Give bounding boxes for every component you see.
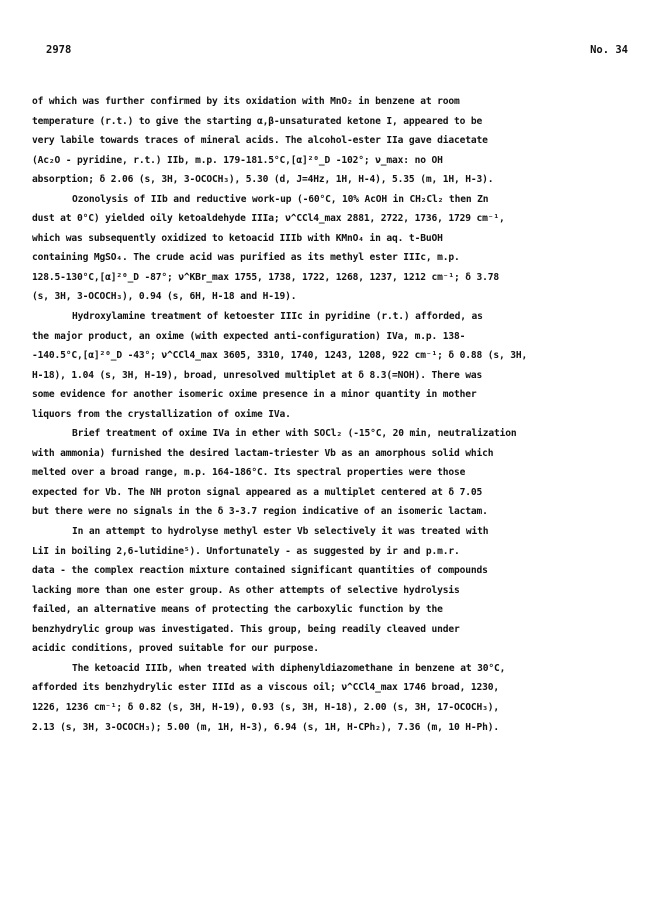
text-line: acidic conditions, proved suitable for our purpose. — [32, 643, 319, 655]
text-line: of which was further confirmed by its oxidation with MnO₂ in benzene at room — [32, 96, 460, 107]
text-line: dust at 0°C) yielded oily ketoaldehyde IIIa; ν^CCl4_max 2881, 2722, 1736, 1729 cm⁻¹, — [32, 213, 505, 225]
text-line: but there were no signals in the δ 3-3.7 region indicative of an isomeric lactam. — [32, 506, 488, 518]
text-line: The ketoacid IIIb, when treated with diphenyldiazomethane in benzene at 30°C, — [72, 662, 506, 674]
page-number: 2978 — [46, 44, 72, 56]
text-line: (Ac₂O - pyridine, r.t.) IIb, m.p. 179-181.5°C,[α]²⁰_D -102°; ν_max: no OH — [32, 154, 443, 166]
text-line: -140.5°C,[α]²⁰_D -43°; ν^CCl4_max 3605, 3310, 1740, 1243, 1208, 922 cm⁻¹; δ 0.88 (s, 3H, — [32, 350, 528, 362]
text-line: containing MgSO₄. The crude acid was purified as its methyl ester IIIc, m.p. — [32, 252, 460, 264]
text-line: lacking more than one ester group. As other attempts of selective hydrolysis — [32, 584, 460, 596]
text-line: LiI in boiling 2,6-lutidine⁵). Unfortunately - as suggested by ir and p.m.r. — [32, 545, 460, 557]
text-line: 1226, 1236 cm⁻¹; δ 0.82 (s, 3H, H-19), 0.93 (s, 3H, H-18), 2.00 (s, 3H, 17-OCOCH₃), — [32, 701, 499, 713]
text-line: In an attempt to hydrolyse methyl ester Vb selectively it was treated with — [72, 526, 489, 538]
text-line: afforded its benzhydrylic ester IIId as a viscous oil; ν^CCl4_max 1746 broad, 1230, — [32, 682, 499, 694]
text-line: the major product, an oxime (with expected anti-configuration) IVa, m.p. 138- — [32, 330, 466, 342]
text-line: melted over a broad range, m.p. 164-186°C. Its spectral properties were those — [32, 467, 466, 479]
text-line: which was subsequently oxidized to ketoacid IIIb with KMnO₄ in aq. t-BuOH — [32, 232, 443, 244]
issue-number: No. 34 — [590, 44, 628, 56]
text-line: Brief treatment of oxime IVa in ether with SOCl₂ (-15°C, 20 min, neutralization — [72, 428, 517, 440]
text-line: absorption; δ 2.06 (s, 3H, 3-OCOCH₃), 5.30 (d, J=4Hz, 1H, H-4), 5.35 (m, 1H, H-3). — [32, 174, 494, 186]
text-line: some evidence for another isomeric oxime presence in a minor quantity in mother — [32, 389, 477, 401]
text-line: benzhydrylic group was investigated. This group, being readily cleaved under — [32, 623, 460, 635]
text-line: temperature (r.t.) to give the starting α,β-unsaturated ketone I, appeared to be — [32, 115, 483, 127]
text-line: expected for Vb. The NH proton signal appeared as a multiplet centered at δ 7.05 — [32, 486, 483, 498]
text-line: H-18), 1.04 (s, 3H, H-19), broad, unresolved multiplet at δ 8.3(=NOH). There was — [32, 369, 483, 381]
text-line: (s, 3H, 3-OCOCH₃), 0.94 (s, 6H, H-18 and H-19). — [32, 291, 297, 303]
article-body — [32, 92, 644, 737]
text-line: with ammonia) furnished the desired lactam-triester Vb as an amorphous solid which — [32, 447, 494, 459]
text-line: data - the complex reaction mixture contained significant quantities of compounds — [32, 565, 488, 577]
text-line: liquors from the crystallization of oxime IVa. — [32, 408, 291, 420]
text-line: Ozonolysis of IIb and reductive work-up (-60°C, 10% AcOH in CH₂Cl₂ then Zn — [72, 193, 489, 205]
text-line: Hydroxylamine treatment of ketoester IIIc in pyridine (r.t.) afforded, as — [72, 311, 483, 323]
text-line: failed, an alternative means of protecting the carboxylic function by the — [32, 604, 443, 616]
text-line: 128.5-130°C,[α]²⁰_D -87°; ν^KBr_max 1755, 1738, 1722, 1268, 1237, 1212 cm⁻¹; δ 3.78 — [32, 271, 499, 283]
text-line: very labile towards traces of mineral acids. The alcohol-ester IIa gave diacetate — [32, 135, 488, 147]
text-line: 2.13 (s, 3H, 3-OCOCH₃); 5.00 (m, 1H, H-3), 6.94 (s, 1H, H-CPh₂), 7.36 (m, 10 H-Ph). — [32, 721, 499, 733]
